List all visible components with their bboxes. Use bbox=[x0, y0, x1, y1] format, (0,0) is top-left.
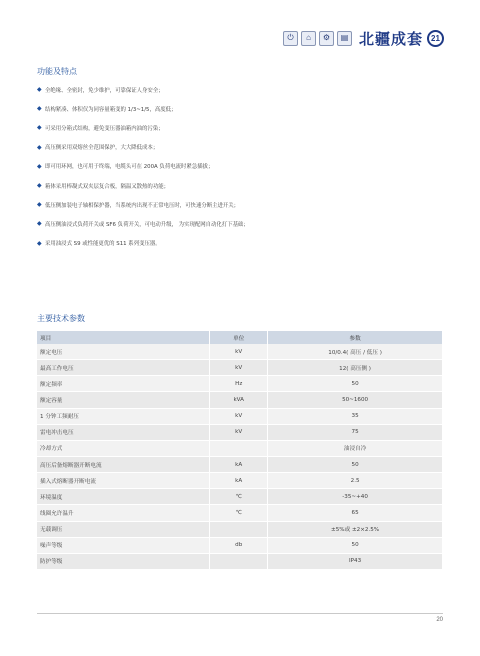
section-badge: 21 bbox=[427, 30, 444, 47]
feature-item bbox=[37, 214, 457, 233]
cell-unit: kA bbox=[210, 456, 268, 472]
table-row bbox=[37, 360, 443, 376]
feature-item bbox=[37, 138, 457, 157]
cell-unit: kV bbox=[210, 408, 268, 424]
cell-param: 50 bbox=[268, 376, 443, 392]
cell-unit bbox=[210, 521, 268, 537]
cell-item: 雷电冲击电压 bbox=[37, 424, 210, 440]
cell-param: 75 bbox=[268, 424, 443, 440]
feature-text: 采用油浸式 S9 或性能更优的 S11 系列变压器。 bbox=[45, 241, 161, 248]
page-number: 20 bbox=[436, 617, 443, 623]
feature-item bbox=[37, 195, 457, 214]
table-row bbox=[37, 505, 443, 521]
cell-param: 50 bbox=[268, 456, 443, 472]
bullet-icon: ◆ bbox=[37, 124, 42, 132]
feature-text: 低压侧加装电子轴相保护器，当系统内出现不正常电压时，可快速分断主进开关； bbox=[45, 202, 240, 209]
cell-param: -35~+40 bbox=[268, 489, 443, 505]
table-row bbox=[37, 456, 443, 472]
bullet-icon: ◆ bbox=[37, 162, 42, 170]
cell-item: 1 分钟工频耐压 bbox=[37, 408, 210, 424]
table-row bbox=[37, 440, 443, 456]
cell-param: 65 bbox=[268, 505, 443, 521]
spec-table bbox=[37, 331, 443, 570]
header-unit: 单位 bbox=[210, 331, 268, 344]
cell-param: 2.5 bbox=[268, 473, 443, 489]
feature-text: 高压侧油浸式负荷开关或 SF6 负荷开关，可电动升级， 为实现配网自动化打下基础； bbox=[45, 221, 249, 228]
cell-item: 额定频率 bbox=[37, 376, 210, 392]
table-row bbox=[37, 408, 443, 424]
cell-unit bbox=[210, 553, 268, 569]
cell-param: 12( 高压侧 ) bbox=[268, 360, 443, 376]
cell-item: 额定电压 bbox=[37, 344, 210, 360]
footer-divider bbox=[37, 613, 443, 614]
feature-item bbox=[37, 176, 457, 195]
bullet-icon: ◆ bbox=[37, 220, 42, 228]
cell-item: 无载调压 bbox=[37, 521, 210, 537]
feature-text: 可采用分箱式结构，避免变压器油箱内油的污染； bbox=[45, 125, 164, 132]
cell-unit: ℃ bbox=[210, 505, 268, 521]
header bbox=[283, 28, 444, 48]
bullet-icon: ◆ bbox=[37, 86, 42, 94]
brand-title: 北疆成套 bbox=[358, 29, 423, 48]
feature-text: 高压侧采用双熔丝全范围保护，大大降低成本； bbox=[45, 145, 159, 152]
cell-item: 环境温度 bbox=[37, 489, 210, 505]
table-row bbox=[37, 489, 443, 505]
cell-param: 50~1600 bbox=[268, 392, 443, 408]
bullet-icon: ◆ bbox=[37, 201, 42, 209]
table-row bbox=[37, 344, 443, 360]
feature-item bbox=[37, 80, 457, 99]
cell-unit: kA bbox=[210, 473, 268, 489]
bullet-icon: ◆ bbox=[37, 182, 42, 190]
cell-unit: ℃ bbox=[210, 489, 268, 505]
header-param: 参数 bbox=[268, 331, 443, 344]
table-row bbox=[37, 473, 443, 489]
cell-item: 插入式熔断器开断电流 bbox=[37, 473, 210, 489]
cell-param: 35 bbox=[268, 408, 443, 424]
table-row bbox=[37, 521, 443, 537]
feature-text: 结构紧凑、体积仅为同容量箱变的 1/3~1/5，高度低； bbox=[45, 106, 177, 113]
bullet-icon: ◆ bbox=[37, 239, 42, 247]
table-row bbox=[37, 424, 443, 440]
feature-text: 全绝缘、全密封，免少维护，可靠保证人身安全； bbox=[45, 87, 164, 94]
gear-icon: ⚙ bbox=[319, 31, 334, 46]
cell-param: 50 bbox=[268, 537, 443, 553]
specs-title: 主要技术参数 bbox=[37, 314, 85, 323]
cell-unit: db bbox=[210, 537, 268, 553]
cell-param: 油浸自冷 bbox=[268, 440, 443, 456]
cell-item: 防护等级 bbox=[37, 553, 210, 569]
cell-item: 高压后备熔断器开断电流 bbox=[37, 456, 210, 472]
cell-item: 额定容量 bbox=[37, 392, 210, 408]
feature-item bbox=[37, 234, 457, 253]
cell-unit: kVA bbox=[210, 392, 268, 408]
print-icon: ▤ bbox=[337, 31, 352, 46]
feature-item bbox=[37, 99, 457, 118]
feature-text: 箱体采用棒凝式双夹层复合板，隔温又散热的功能； bbox=[45, 183, 169, 190]
feature-text: 即可用环网，也可用于终端，电缆头可在 200A 负荷电流时紧急插拔； bbox=[45, 164, 214, 171]
cell-unit: Hz bbox=[210, 376, 268, 392]
spec-header-row bbox=[37, 331, 443, 344]
cell-item: 冷却方式 bbox=[37, 440, 210, 456]
table-row bbox=[37, 392, 443, 408]
table-row bbox=[37, 376, 443, 392]
cell-unit: kV bbox=[210, 360, 268, 376]
cell-unit: kV bbox=[210, 424, 268, 440]
features-list bbox=[37, 80, 457, 253]
cell-unit bbox=[210, 440, 268, 456]
cell-item: 线圈允许温升 bbox=[37, 505, 210, 521]
plug-icon: ⏻ bbox=[283, 31, 298, 46]
tower-icon: ⌂ bbox=[301, 31, 316, 46]
feature-item bbox=[37, 118, 457, 137]
cell-param: 10/0.4( 高压 / 低压 ) bbox=[268, 344, 443, 360]
cell-item: 噪声等级 bbox=[37, 537, 210, 553]
feature-item bbox=[37, 157, 457, 176]
bullet-icon: ◆ bbox=[37, 143, 42, 151]
bullet-icon: ◆ bbox=[37, 105, 42, 113]
cell-unit: kV bbox=[210, 344, 268, 360]
cell-param: ±5%或 ±2×2.5% bbox=[268, 521, 443, 537]
table-row bbox=[37, 537, 443, 553]
header-item: 项目 bbox=[37, 331, 210, 344]
table-row bbox=[37, 553, 443, 569]
cell-param: IP43 bbox=[268, 553, 443, 569]
features-title: 功能及特点 bbox=[37, 67, 77, 76]
cell-item: 最高工作电压 bbox=[37, 360, 210, 376]
